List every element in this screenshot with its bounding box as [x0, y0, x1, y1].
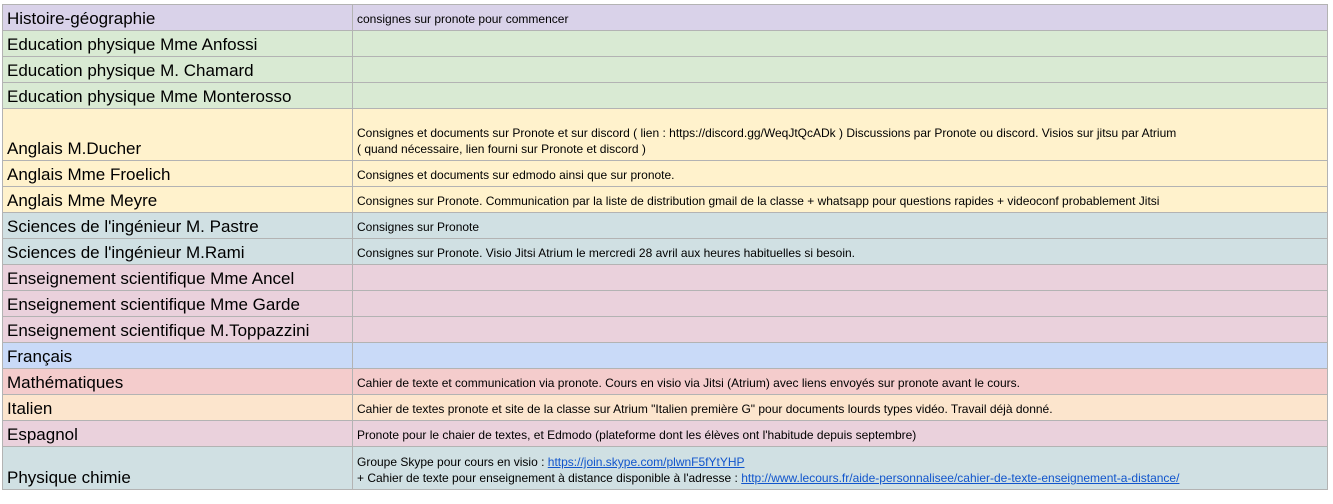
table-row [3, 31, 1328, 57]
table-row [3, 343, 1328, 369]
subject-cell[interactable]: Espagnol [3, 421, 353, 447]
subject-cell[interactable]: Histoire-géographie [3, 5, 353, 31]
table-row [3, 447, 1328, 490]
info-line: ( quand nécessaire, lien fourni sur Pronote et discord ) [357, 142, 646, 156]
info-cell[interactable]: Pronote pour le chaier de textes, et Edmodo (plateforme dont les élèves ont l'habitude depuis septembre) [353, 421, 1328, 447]
subject-cell[interactable]: Sciences de l'ingénieur M. Pastre [3, 213, 353, 239]
info-cell[interactable] [353, 109, 1328, 161]
info-text: + Cahier de texte pour enseignement à distance disponible à l'adresse : [357, 471, 742, 485]
table-row [3, 187, 1328, 213]
table-row [3, 83, 1328, 109]
info-cell[interactable] [353, 317, 1328, 343]
info-cell[interactable] [353, 265, 1328, 291]
subject-cell[interactable]: Sciences de l'ingénieur M.Rami [3, 239, 353, 265]
table-row [3, 291, 1328, 317]
info-cell[interactable]: Cahier de texte et communication via pronote. Cours en visio via Jitsi (Atrium) avec liens envoyés sur pronote avant le cours. [353, 369, 1328, 395]
table-row [3, 161, 1328, 187]
table-row [3, 369, 1328, 395]
subjects-table [2, 4, 1328, 490]
info-cell[interactable]: consignes sur pronote pour commencer [353, 5, 1328, 31]
info-cell[interactable]: Consignes sur Pronote. Visio Jitsi Atrium le mercredi 28 avril aux heures habituelles si besoin. [353, 239, 1328, 265]
info-cell[interactable]: Consignes sur Pronote. Communication par la liste de distribution gmail de la classe + whatsapp pour questions rapides + videoconf probablement Jitsi [353, 187, 1328, 213]
info-cell[interactable] [353, 291, 1328, 317]
info-line [357, 470, 1323, 486]
info-line [357, 454, 1323, 470]
subject-cell[interactable]: Physique chimie [3, 447, 353, 490]
skype-link[interactable]: https://join.skype.com/plwnF5fYtYHP [547, 455, 745, 469]
table-row [3, 213, 1328, 239]
table-row [3, 239, 1328, 265]
table-row [3, 317, 1328, 343]
subject-cell[interactable]: Enseignement scientifique Mme Garde [3, 291, 353, 317]
subject-cell[interactable]: Anglais Mme Meyre [3, 187, 353, 213]
subject-cell[interactable]: Anglais M.Ducher [3, 109, 353, 161]
table-row [3, 109, 1328, 161]
info-cell[interactable]: Consignes sur Pronote [353, 213, 1328, 239]
subject-cell[interactable]: Italien [3, 395, 353, 421]
table-row [3, 5, 1328, 31]
subject-cell[interactable]: Education physique Mme Anfossi [3, 31, 353, 57]
lecours-link[interactable]: http://www.lecours.fr/aide-personnalisee/cahier-de-texte-enseignement-a-distance/ [741, 471, 1180, 485]
info-cell[interactable]: Consignes et documents sur edmodo ainsi que sur pronote. [353, 161, 1328, 187]
subject-cell[interactable]: Mathématiques [3, 369, 353, 395]
info-cell[interactable] [353, 83, 1328, 109]
table-row [3, 421, 1328, 447]
subject-cell[interactable]: Education physique Mme Monterosso [3, 83, 353, 109]
subject-cell[interactable]: Enseignement scientifique Mme Ancel [3, 265, 353, 291]
info-cell[interactable] [353, 31, 1328, 57]
table-row [3, 395, 1328, 421]
table-row [3, 265, 1328, 291]
table-row [3, 57, 1328, 83]
subject-cell[interactable]: Français [3, 343, 353, 369]
info-cell[interactable] [353, 447, 1328, 490]
info-text: Groupe Skype pour cours en visio : [357, 455, 548, 469]
info-cell[interactable] [353, 57, 1328, 83]
subject-cell[interactable]: Education physique M. Chamard [3, 57, 353, 83]
info-cell[interactable] [353, 343, 1328, 369]
info-line: Consignes et documents sur Pronote et sur discord ( lien : https://discord.gg/WeqJtQcADk ) Discussions par Pronote ou discord. Visios sur jitsu par Atrium [357, 126, 1177, 140]
info-cell[interactable]: Cahier de textes pronote et site de la classe sur Atrium "Italien première G" pour documents lourds types vidéo. Travail déjà donné. [353, 395, 1328, 421]
subject-cell[interactable]: Anglais Mme Froelich [3, 161, 353, 187]
subject-cell[interactable]: Enseignement scientifique M.Toppazzini [3, 317, 353, 343]
